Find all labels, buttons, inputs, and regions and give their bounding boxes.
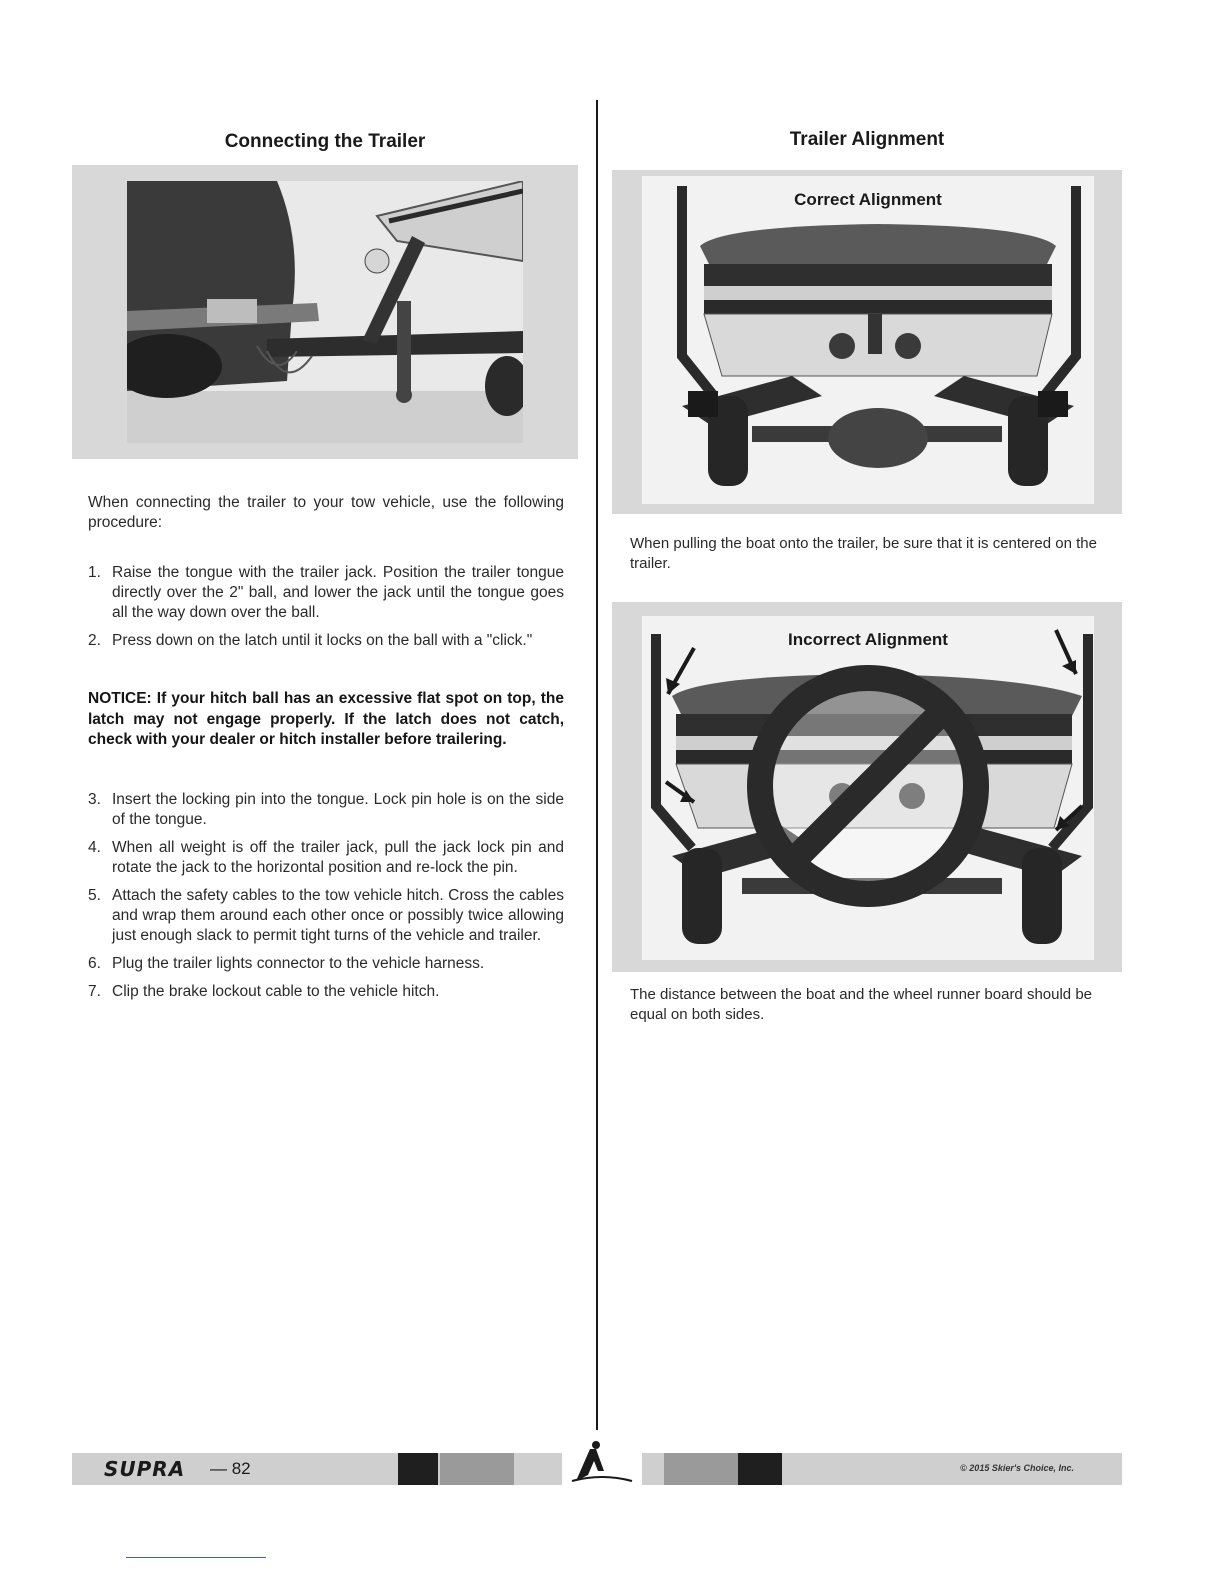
correct-alignment-frame — [612, 170, 1122, 514]
underline-artifact — [126, 1557, 266, 1558]
list-item — [88, 631, 564, 651]
caption-incorrect: The distance between the boat and the wheel runner board should be equal on both sides. — [630, 986, 1092, 1023]
hitch-photo-frame — [72, 165, 578, 459]
step-number: 4. — [88, 839, 101, 856]
gray-color-block — [664, 1453, 738, 1485]
notice-paragraph: NOTICE: If your hitch ball has an excessive flat spot on top, the latch may not engage properly. If the latch does not catch, check with your dealer or hitch installer before trailering. — [88, 690, 564, 748]
trailer-alignment-heading: Trailer Alignment — [789, 129, 945, 150]
supra-brand-logo: SUPRA — [104, 1457, 186, 1481]
step-text: Press down on the latch until it locks on the ball with a "click." — [112, 632, 533, 649]
hitch-photo-illustration — [127, 181, 523, 443]
step-number: 3. — [88, 791, 101, 808]
steps-list-second — [88, 790, 564, 1010]
step-number: 5. — [88, 887, 101, 904]
list-item — [88, 982, 564, 1002]
incorrect-alignment-frame — [612, 602, 1122, 972]
step-text: Insert the locking pin into the tongue. Lock pin hole is on the side of the tongue. — [112, 791, 564, 828]
step-number: 1. — [88, 564, 101, 581]
list-item — [88, 886, 564, 946]
step-number: 7. — [88, 983, 101, 1000]
incorrect-alignment-label: Incorrect Alignment — [788, 630, 948, 649]
step-text: Clip the brake lockout cable to the vehicle hitch. — [112, 983, 440, 1000]
page-number: — 82 — [210, 1459, 251, 1478]
skier-logo-icon — [562, 1435, 642, 1485]
correct-alignment-photo — [642, 176, 1094, 504]
step-text: When all weight is off the trailer jack, pull the jack lock pin and rotate the jack to the horizontal position and re-lock the pin. — [112, 839, 564, 876]
footer-bar — [72, 1453, 1122, 1485]
correct-alignment-label: Correct Alignment — [794, 190, 942, 209]
connecting-trailer-heading: Connecting the Trailer — [224, 131, 426, 152]
incorrect-alignment-photo — [642, 616, 1094, 960]
step-text: Raise the tongue with the trailer jack. Position the trailer tongue directly over the 2" ball, and lower the jack until the tongue goes all the way down over the ball. — [112, 564, 564, 621]
correct-boat-illustration — [642, 176, 1094, 504]
steps-list-first — [88, 563, 564, 659]
gray-color-block — [440, 1453, 514, 1485]
list-item — [88, 790, 564, 830]
column-divider — [596, 100, 598, 1430]
incorrect-boat-illustration — [642, 616, 1094, 960]
step-number: 2. — [88, 632, 101, 649]
hitch-photo — [127, 181, 523, 443]
dark-color-block — [398, 1453, 438, 1485]
intro-paragraph: When connecting the trailer to your tow vehicle, use the following procedure: — [88, 494, 564, 531]
step-text: Plug the trailer lights connector to the vehicle harness. — [112, 955, 485, 972]
list-item — [88, 838, 564, 878]
copyright-text: © 2015 Skier's Choice, Inc. — [960, 1463, 1074, 1473]
list-item — [88, 563, 564, 623]
caption-correct: When pulling the boat onto the trailer, be sure that it is centered on the trailer. — [630, 535, 1097, 572]
list-item — [88, 954, 564, 974]
step-text: Attach the safety cables to the tow vehicle hitch. Cross the cables and wrap them around each other once or possibly twice allowing just enough slack to permit tight turns of the vehicle and trailer. — [112, 887, 564, 944]
step-number: 6. — [88, 955, 101, 972]
dark-color-block — [738, 1453, 782, 1485]
